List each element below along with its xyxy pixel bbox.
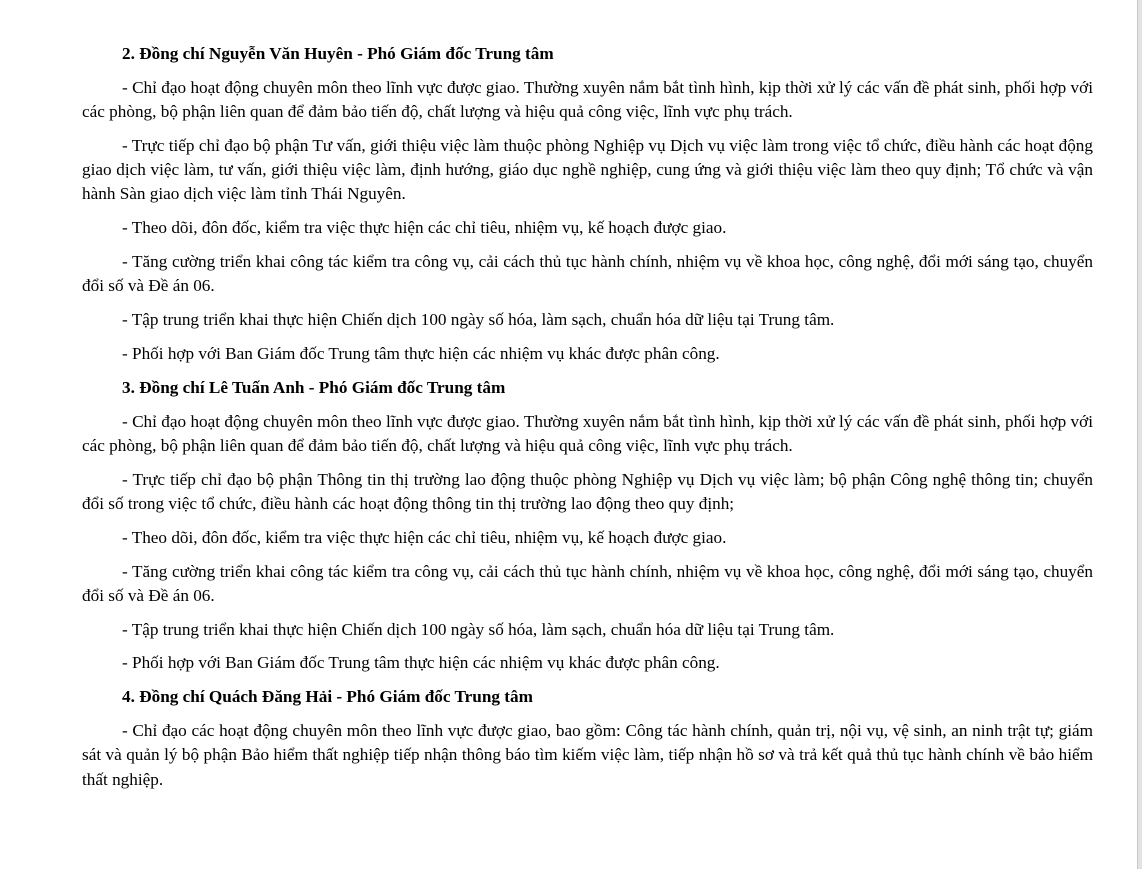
duty-paragraph: - Theo dõi, đôn đốc, kiểm tra việc thực hiện các chỉ tiêu, nhiệm vụ, kế hoạch được giao.	[122, 527, 727, 547]
duty-paragraph: - Tăng cường triển khai công tác kiểm tra công vụ, cải cách thủ tục hành chính, nhiệm vụ về khoa học, công nghệ, đổi mới sáng tạo, chuyển đổi số và Đề án 06.	[82, 561, 1093, 605]
duty-paragraph: - Chỉ đạo hoạt động chuyên môn theo lĩnh vực được giao. Thường xuyên nắm bắt tình hình, kịp thời xử lý các vấn đề phát sinh, phối hợp với các phòng, bộ phận liên quan để đảm bảo tiến độ, chất lượng và hiệu quả công việc, lĩnh vực phụ trách.	[82, 411, 1093, 455]
duty-paragraph: - Chỉ đạo các hoạt động chuyên môn theo lĩnh vực được giao, bao gồm: Công tác hành chính, quản trị, nội vụ, vệ sinh, an ninh trật tự; giám sát và quản lý bộ phận Bảo hiểm thất nghiệp tiếp nhận thông báo tìm kiếm việc làm, tiếp nhận hồ sơ và trả kết quả thủ tục hành chính về bảo hiểm thất nghiệp.	[82, 721, 1093, 789]
duty-paragraph: - Phối hợp với Ban Giám đốc Trung tâm thực hiện các nhiệm vụ khác được phân công.	[122, 343, 720, 363]
document-body	[82, 42, 1093, 801]
duty-paragraph: - Trực tiếp chỉ đạo bộ phận Thông tin thị trường lao động thuộc phòng Nghiệp vụ Dịch vụ việc làm; bộ phận Công nghệ thông tin; chuyển đổi số trong việc tổ chức, điều hành các hoạt động thông tin thị trường lao động theo quy định;	[82, 469, 1093, 513]
page-edge-divider	[1137, 0, 1142, 869]
section-heading: 3. Đồng chí Lê Tuấn Anh - Phó Giám đốc Trung tâm	[122, 377, 506, 397]
duty-paragraph: - Tập trung triển khai thực hiện Chiến dịch 100 ngày số hóa, làm sạch, chuẩn hóa dữ liệu tại Trung tâm.	[122, 619, 835, 639]
section-le-tuan-anh	[82, 376, 1093, 676]
section-quach-dang-hai	[82, 685, 1093, 792]
duty-paragraph: - Phối hợp với Ban Giám đốc Trung tâm thực hiện các nhiệm vụ khác được phân công.	[122, 653, 720, 673]
duty-paragraph: - Tập trung triển khai thực hiện Chiến dịch 100 ngày số hóa, làm sạch, chuẩn hóa dữ liệu tại Trung tâm.	[122, 310, 835, 330]
duty-paragraph: - Chỉ đạo hoạt động chuyên môn theo lĩnh vực được giao. Thường xuyên nắm bắt tình hình, kịp thời xử lý các vấn đề phát sinh, phối hợp với các phòng, bộ phận liên quan để đảm bảo tiến độ, chất lượng và hiệu quả công việc, lĩnh vực phụ trách.	[82, 77, 1093, 122]
duty-paragraph: - Tăng cường triển khai công tác kiểm tra công vụ, cải cách thủ tục hành chính, nhiệm vụ về khoa học, công nghệ, đổi mới sáng tạo, chuyển đổi số và Đề án 06.	[82, 252, 1093, 296]
duty-paragraph: - Theo dõi, đôn đốc, kiểm tra việc thực hiện các chỉ tiêu, nhiệm vụ, kế hoạch được giao.	[122, 218, 727, 238]
duty-paragraph: - Trực tiếp chỉ đạo bộ phận Tư vấn, giới thiệu việc làm thuộc phòng Nghiệp vụ Dịch vụ việc làm trong việc tổ chức, điều hành các hoạt động giao dịch việc làm, tư vấn, giới thiệu việc làm, định hướng, giáo dục nghề nghiệp, cung ứng và giới thiệu việc làm theo quy định; Tổ chức và vận hành Sàn giao dịch việc làm tỉnh Thái Nguyên.	[82, 135, 1093, 204]
section-heading: 4. Đồng chí Quách Đăng Hải - Phó Giám đốc Trung tâm	[122, 687, 533, 707]
section-nguyen-van-huyen	[82, 42, 1093, 366]
section-heading: 2. Đồng chí Nguyễn Văn Huyên - Phó Giám đốc Trung tâm	[122, 44, 554, 63]
